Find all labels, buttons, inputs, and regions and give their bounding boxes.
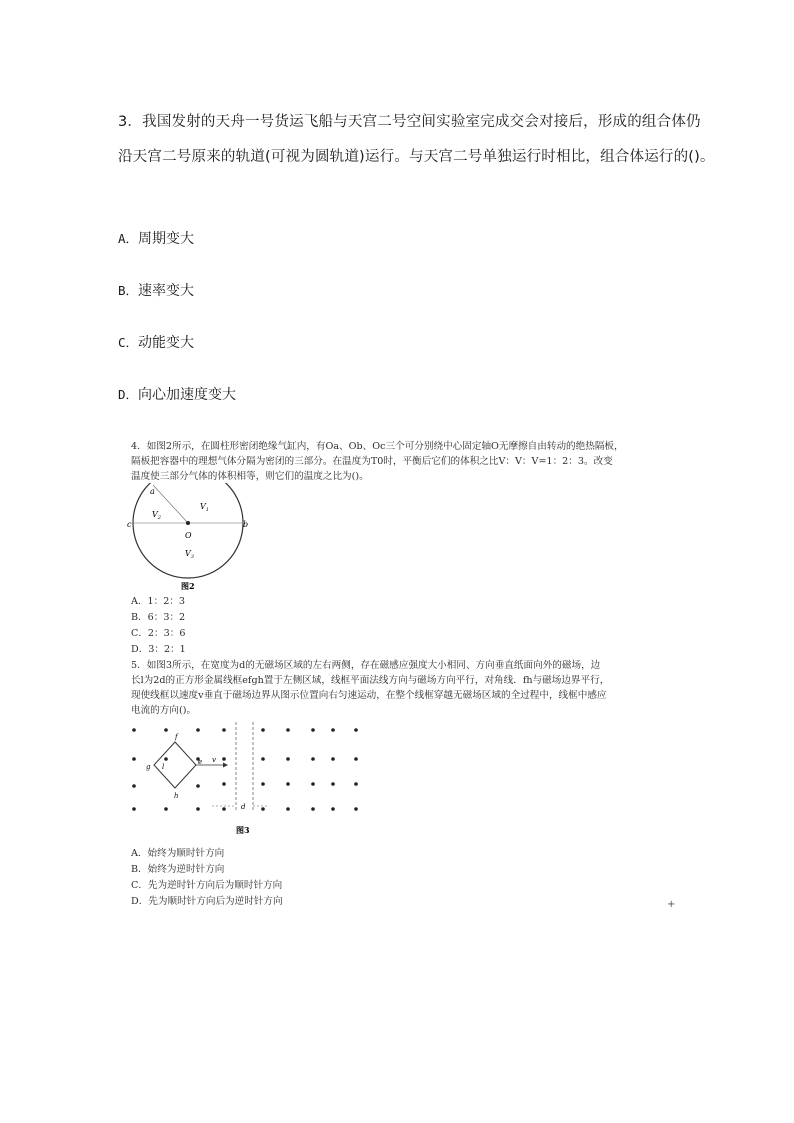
figure-3-caption: 图3 [236, 825, 250, 835]
label-a: a [150, 487, 155, 496]
option-letter: B． [118, 283, 139, 298]
figure-2-cylinder [125, 483, 265, 598]
q4-stem-line1: 4．如图2所示，在圆柱形密闭绝缘气缸内，有Oa、Ob、Oc三个可分别绕中心固定轴O无摩擦自由转动的绝热隔板， [131, 441, 624, 452]
label-l: l [162, 763, 165, 771]
field-dot [311, 807, 315, 811]
option-letter: A． [118, 231, 139, 246]
q5-stem-line3: 现使线框以速度v垂直于磁场边界从图示位置向右匀速运动，在整个线框穿越无磁场区域的全过程中，线框中感应 [131, 690, 607, 701]
square-frame-efgh [154, 742, 196, 788]
field-dot [331, 728, 335, 732]
q3-stem-line1: 3．我国发射的天舟一号货运飞船与天宫二号空间实验室完成交会对接后，形成的组合体仍 [118, 114, 701, 130]
field-dot [261, 807, 265, 811]
field-dot [164, 728, 168, 732]
label-o: O [185, 531, 192, 540]
q5-stem-line2: 长l为2d的正方形金属线框efgh置于左侧区域，线框平面法线方向与磁场方向平行，对角线．fh与磁场边界平行， [131, 675, 610, 686]
field-dot [222, 807, 226, 811]
field-dot [196, 807, 200, 811]
q3-option-d[interactable] [118, 384, 236, 404]
q3-option-a[interactable] [118, 228, 194, 248]
option-text: 动能变大 [138, 335, 195, 351]
field-dot [222, 728, 226, 732]
label-b: b [243, 520, 249, 529]
field-dot [164, 807, 168, 811]
field-dot [261, 728, 265, 732]
field-dot [354, 807, 358, 811]
field-dot [196, 728, 200, 732]
field-dot [311, 728, 315, 732]
q4-option-c[interactable]: C．2：3：6 [131, 628, 186, 639]
center-point [186, 521, 190, 525]
label-v: v [212, 756, 216, 764]
option-text: 向心加速度变大 [138, 387, 237, 403]
label-v3: $V_3$ [185, 549, 194, 560]
field-dot [286, 807, 290, 811]
field-dot [354, 782, 358, 786]
magnetic-field-dots [132, 728, 358, 811]
q5-stem-line4: 电流的方向()。 [131, 705, 197, 716]
field-dot [132, 807, 136, 811]
field-dot [311, 757, 315, 761]
label-e: e [198, 758, 203, 766]
q5-option-d[interactable]: D．先为顺时针方向后为逆时针方向 [131, 896, 283, 907]
q3-stem-line2: 沿天宫二号原来的轨道(可视为圆轨道)运行。与天宫二号单独运行时相比，组合体运行的()。 [118, 149, 715, 165]
label-d: d [241, 803, 246, 811]
field-dot [132, 728, 136, 732]
paragraph-mark: + [667, 899, 676, 910]
field-dot [164, 757, 168, 761]
q3-option-c[interactable] [118, 332, 194, 352]
field-dot [331, 807, 335, 811]
field-dot [196, 784, 200, 788]
option-text: 速率变大 [138, 283, 195, 299]
q5-option-c[interactable]: C．先为逆时针方向后为顺时针方向 [131, 880, 283, 891]
figure-3-magnetic-field [128, 718, 368, 836]
field-dot [132, 757, 136, 761]
q3-option-b[interactable] [118, 280, 194, 300]
field-dot [286, 728, 290, 732]
option-letter: C． [118, 335, 139, 350]
option-letter: D． [118, 387, 139, 402]
q4-option-d[interactable]: D．3：2：1 [131, 644, 186, 655]
field-dot [261, 782, 265, 786]
field-dot [261, 757, 265, 761]
field-dot [354, 757, 358, 761]
field-dot [331, 782, 335, 786]
field-dot [331, 757, 335, 761]
q4-option-a[interactable]: A．1：2：3 [131, 596, 186, 607]
label-v1: $V_1$ [200, 502, 209, 513]
figure-2-caption: 图2 [181, 581, 195, 591]
q5-option-b[interactable]: B．始终为逆时针方向 [131, 864, 225, 875]
label-f: f [175, 733, 178, 741]
q5-option-a[interactable]: A．始终为顺时针方向 [131, 848, 225, 859]
field-dot [311, 782, 315, 786]
q4-option-b[interactable]: B．6：3：2 [131, 612, 186, 623]
field-dot [286, 757, 290, 761]
label-g: g [146, 763, 151, 771]
field-dot [132, 784, 136, 788]
label-c: c [127, 520, 132, 529]
field-dot [286, 782, 290, 786]
q4-stem-line3: 温度使三部分气体的体积相等，则它们的温度之比为()。 [131, 471, 369, 482]
field-dot [354, 728, 358, 732]
label-h: h [174, 792, 179, 800]
field-dot [222, 757, 226, 761]
option-text: 周期变大 [138, 231, 195, 247]
field-dot [222, 782, 226, 786]
label-v2: $V_2$ [152, 510, 161, 521]
q5-stem-line1: 5．如图3所示，在宽度为d的无磁场区域的左右两侧，存在磁感应强度大小相同、方向垂直纸面向外的磁场，边 [131, 660, 601, 671]
q4-stem-line2: 隔板把容器中的理想气体分隔为密闭的三部分。在温度为T0时，平衡后它们的体积之比V：V：V=1：2：3。改变 [131, 456, 613, 467]
velocity-arrowhead [223, 763, 228, 768]
